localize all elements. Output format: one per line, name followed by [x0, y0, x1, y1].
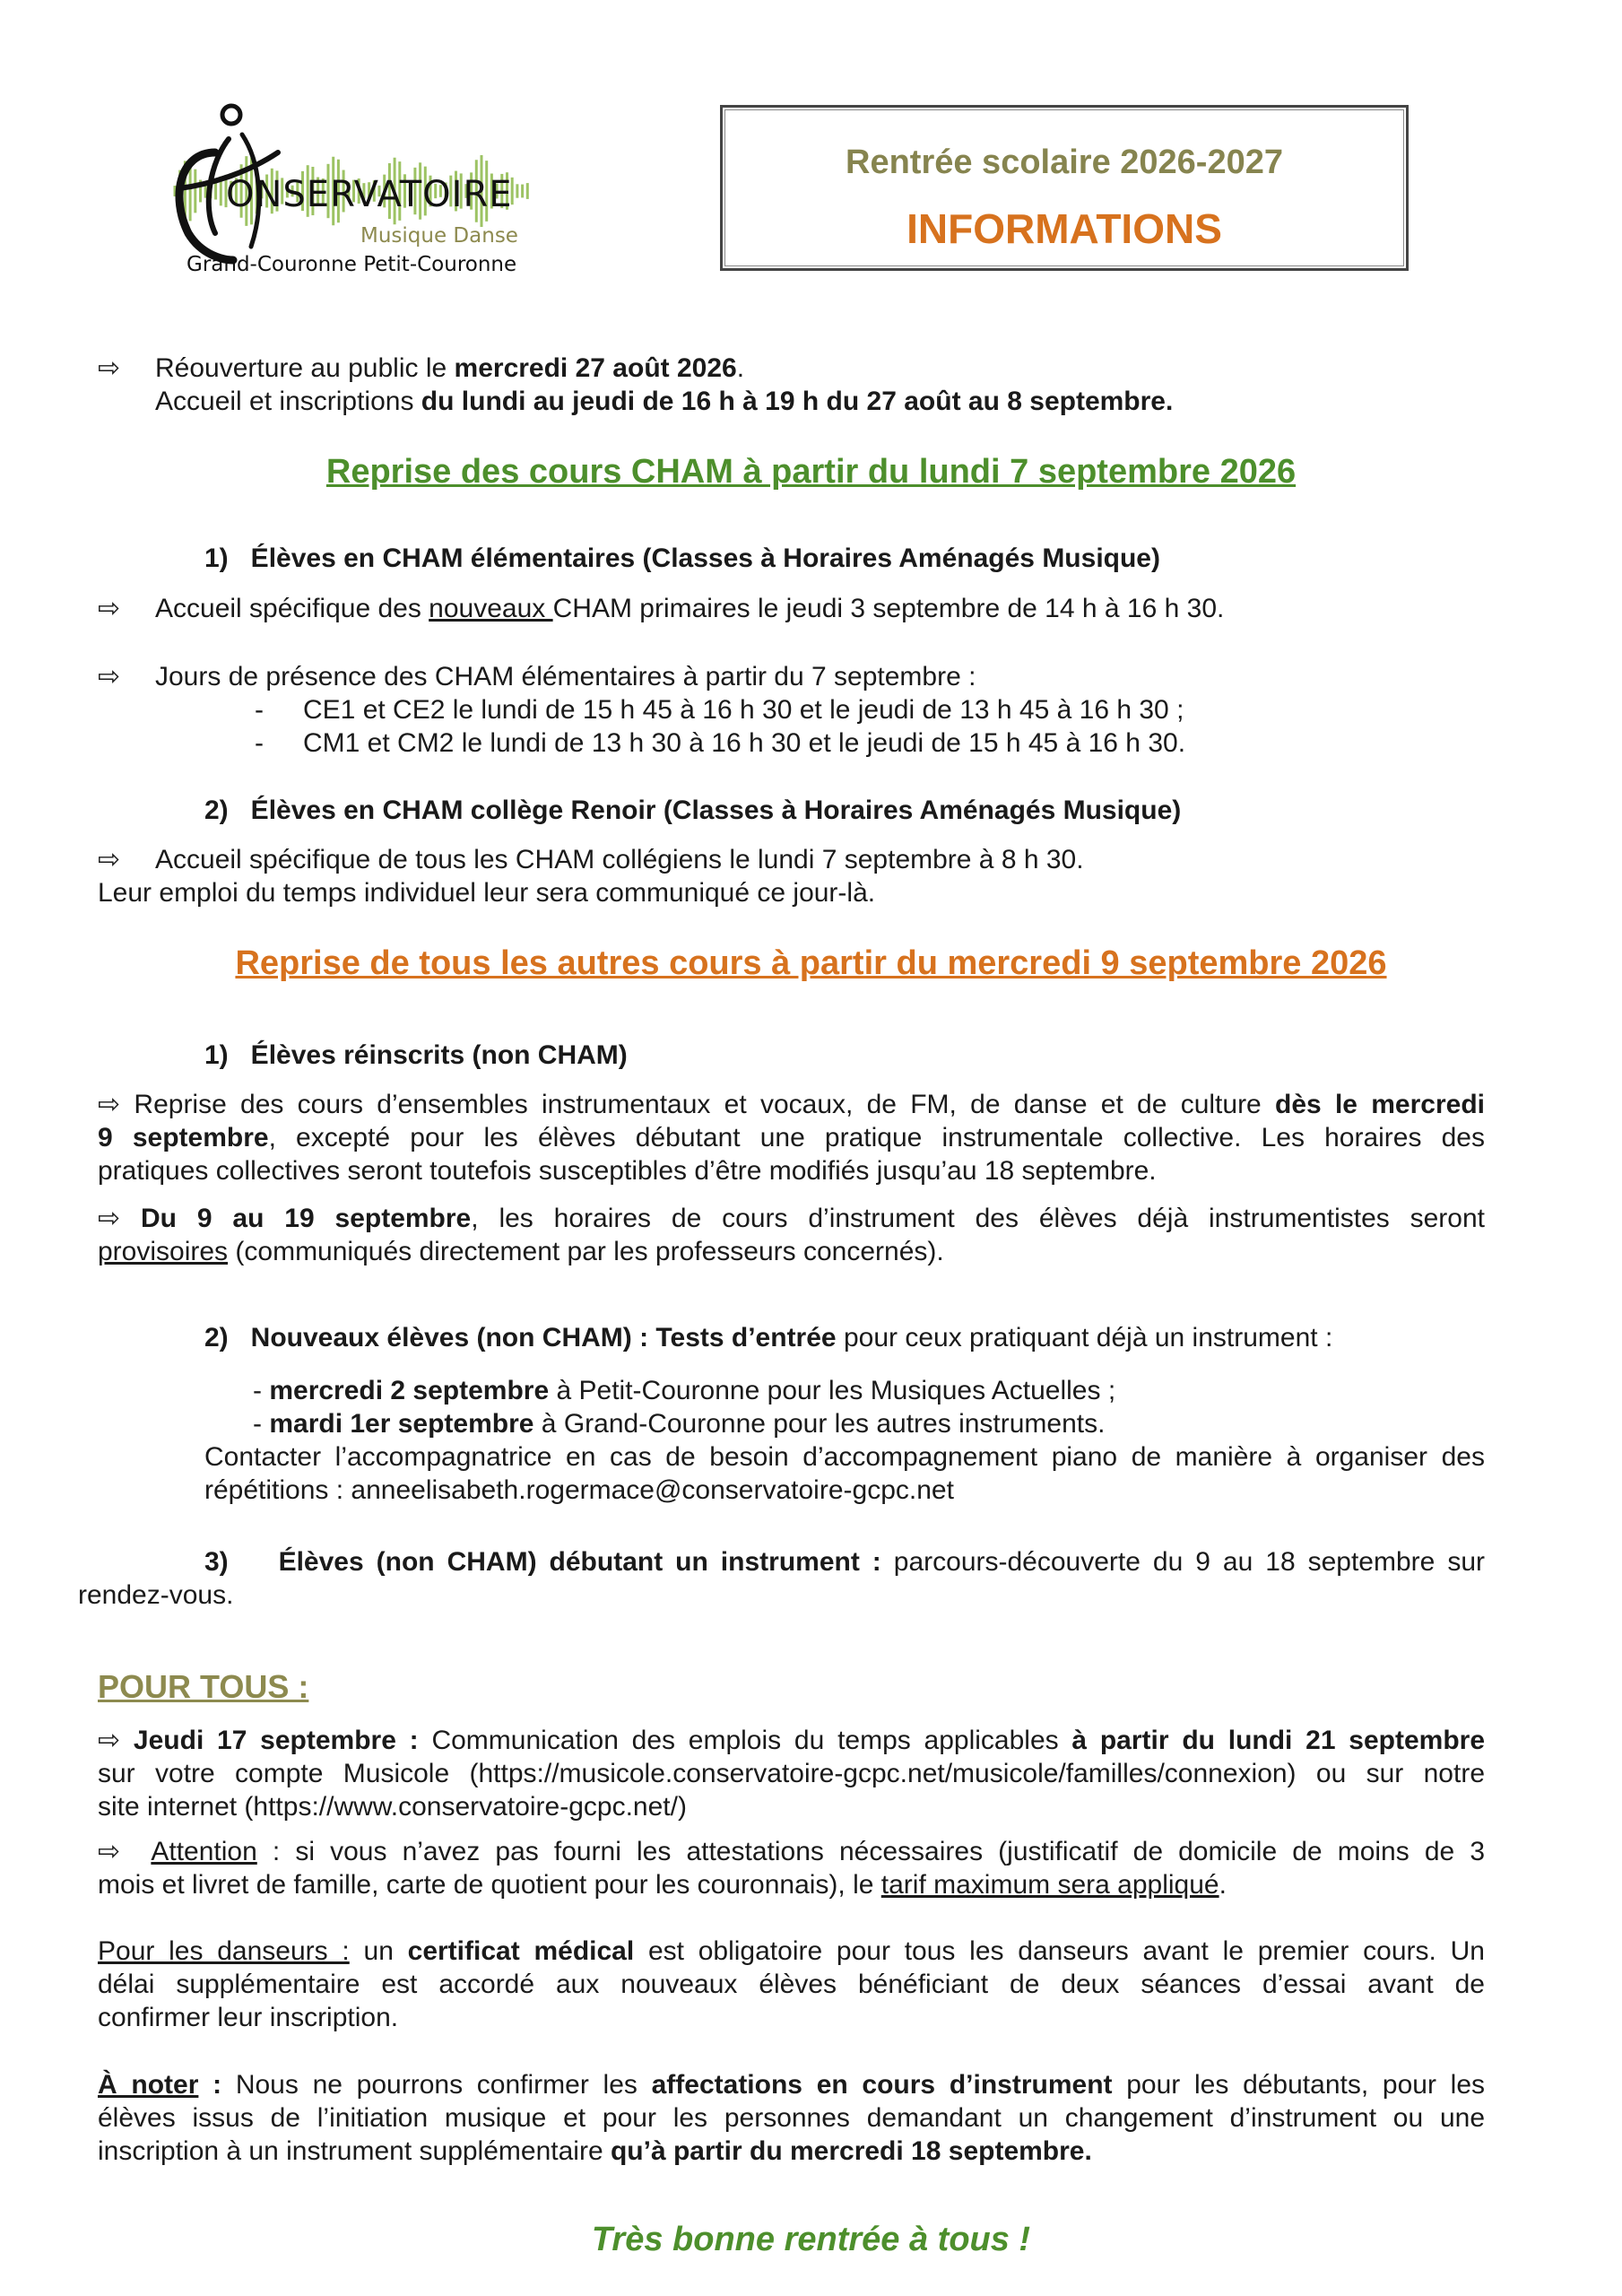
note-paragraph [98, 2068, 1485, 2168]
text: provisoires [98, 1237, 229, 1266]
text: à Petit-Couronne pour les Musiques Actuelles ; [549, 1376, 1116, 1405]
text: : si vous n’avez pas fourni les attestations nécessaires (justificatif de domicile de moins de 3 [256, 1837, 1486, 1866]
cham-college-subheading: 2) Élèves en CHAM collège Renoir (Classes à Horaires Aménagés Musique) [204, 796, 1182, 825]
paragraph-line [98, 2135, 1485, 2168]
paragraph-line [98, 1868, 1485, 1901]
text: . [1219, 1870, 1227, 1900]
paragraph-line [98, 2068, 1485, 2101]
cham-college-line-2: Leur emploi du temps individuel leur sera communiqué ce jour-là. [98, 878, 876, 908]
text: (communiqués directement par les professeurs concernés). [228, 1237, 944, 1266]
logo-subtitle: Musique Danse [360, 224, 518, 248]
text: , les horaires de cours d’instrument des élèves déjà instrumentistes seront [471, 1204, 1485, 1233]
text: Communication des emplois du temps applicables [418, 1726, 1072, 1755]
arrow-icon: ⇨ [98, 845, 121, 874]
reopen-line-2 [155, 385, 1173, 418]
text: mercredi 2 septembre [269, 1376, 550, 1405]
paragraph-line: Contacter l’accompagnatrice en cas de besoin d’accompagnement piano de manière à organiser des [204, 1442, 1485, 1472]
paragraph-line [98, 1235, 1485, 1268]
cham-heading: Reprise des cours CHAM à partir du lundi 7 septembre 2026 [325, 453, 1297, 491]
text: Reprise des cours d’ensembles instrumentaux et vocaux, de FM, de danse et de culture [134, 1090, 1275, 1119]
paragraph-line: délai supplémentaire est accordé aux nouveaux élèves bénéficiant de deux séances d’essai avant de [98, 1970, 1485, 1999]
text: pratiques collectives seront toutefois susceptibles d’être modifiés jusqu’au 18 septembre. [98, 1156, 1157, 1186]
text: mois et livret de famille, carte de quotient pour les couronnais), le [98, 1870, 881, 1900]
text: à Grand-Couronne pour les autres instruments. [533, 1409, 1106, 1439]
text: Accueil spécifique des [155, 594, 429, 623]
paragraph-line [98, 1154, 1485, 1187]
text: À noter [98, 2070, 199, 2100]
text: parcours-découverte du 9 au 18 septembre sur [880, 1547, 1485, 1577]
paragraph-line [98, 1935, 1485, 1968]
text: 2) Nouveaux élèves (non CHAM) : Tests d’entrée [204, 1323, 837, 1352]
text: inscription à un instrument supplémentaire [98, 2136, 611, 2166]
registration-hours: du lundi au jeudi de 16 h à 19 h du 27 août au 8 septembre. [421, 387, 1174, 416]
text: 9 septembre [98, 1123, 269, 1152]
for-everyone-heading: POUR TOUS : [98, 1668, 309, 1705]
paragraph-line: sur votre compte Musicole (https://musicole.conservatoire-gcpc.net/musicole/familles/connexion) ou sur notre [98, 1759, 1485, 1788]
text: Accueil et inscriptions [155, 387, 421, 416]
text: 3) Élèves (non CHAM) débutant un instrument : [204, 1547, 881, 1577]
paragraph-line [98, 1835, 1485, 1868]
text: Nous ne pourrons confirmer les [221, 2070, 652, 2100]
text: : [198, 2070, 222, 2100]
cham-elementary-subheading: 1) Élèves en CHAM élémentaires (Classes à Horaires Aménagés Musique) [204, 544, 1160, 573]
paragraph-line [98, 1121, 1485, 1154]
text: Pour les danseurs : [98, 1936, 350, 1966]
text: tarif maximum sera appliqué [880, 1870, 1219, 1900]
paragraph-line: répétitions : anneelisabeth.rogermace@conservatoire-gcpc.net [204, 1475, 954, 1505]
paragraph-line [98, 1088, 1485, 1121]
logo-towns: Grand-Couronne Petit-Couronne [186, 253, 517, 276]
closing-message: Très bonne rentrée à tous ! [591, 2221, 1031, 2258]
reopen-line-1 [155, 352, 744, 385]
list-bullet: - [255, 728, 264, 758]
text: est obligatoire pour tous les danseurs avant le premier cours. Un [634, 1936, 1485, 1966]
text: à partir du lundi 21 septembre [1071, 1726, 1486, 1755]
paragraph-line [78, 1545, 1485, 1578]
reopen-date: mercredi 27 août 2026 [454, 353, 737, 383]
text: mardi 1er septembre [269, 1409, 534, 1439]
text: . [736, 353, 745, 383]
new-students-subheading [204, 1321, 1332, 1354]
ensembles-paragraph [98, 1088, 1485, 1187]
arrow-icon: ⇨ [98, 1837, 121, 1866]
text: pour ceux pratiquant déjà un instrument : [836, 1323, 1333, 1352]
text: dès le mercredi [1275, 1090, 1485, 1119]
text: CHAM primaires le jeudi 3 septembre de 14 h à 16 h 30. [552, 594, 1225, 623]
arrow-icon: ⇨ [98, 353, 121, 383]
cham-college-line-1: Accueil spécifique de tous les CHAM collégiens le lundi 7 septembre à 8 h 30. [155, 845, 1084, 874]
arrow-icon: ⇨ [98, 1204, 121, 1233]
text: qu’à partir du mercredi 18 septembre. [610, 2136, 1092, 2166]
paragraph-line: site internet (https://www.conservatoire-gcpc.net/) [98, 1792, 687, 1822]
text: un [349, 1936, 408, 1966]
list-bullet: - [255, 695, 264, 725]
test-item: - mercredi 2 septembre à Petit-Couronne pour les Musiques Actuelles ; [253, 1376, 1116, 1405]
arrow-icon: ⇨ [98, 1726, 121, 1755]
text: Attention [151, 1837, 257, 1866]
cham-day-item: CE1 et CE2 le lundi de 15 h 45 à 16 h 30 et le jeudi de 13 h 45 à 16 h 30 ; [303, 695, 1184, 725]
dancers-paragraph [98, 1935, 1485, 2034]
school-year: Rentrée scolaire 2026-2027 [846, 144, 1283, 181]
accompanist-paragraph [204, 1440, 1485, 1507]
text: affectations en cours d’instrument [651, 2070, 1113, 2100]
text: certificat médical [407, 1936, 635, 1966]
page-title: INFORMATIONS [906, 205, 1222, 252]
text: pour les débutants, pour les [1112, 2070, 1486, 2100]
text: , excepté pour les élèves débutant une pratique instrumentale collective. Les horaires des [268, 1123, 1485, 1152]
text: Du 9 au 19 septembre [141, 1204, 472, 1233]
reenrolled-subheading: 1) Élèves réinscrits (non CHAM) [204, 1040, 628, 1070]
other-courses-heading: Reprise de tous les autres cours à partir du mercredi 9 septembre 2026 [235, 944, 1387, 982]
paragraph-line: élèves issus de l’initiation musique et pour les personnes demandant un changement d’instrument ou une [98, 2103, 1485, 2133]
test-item: - mardi 1er septembre à Grand-Couronne pour les autres instruments. [253, 1409, 1106, 1439]
cham-days-intro: Jours de présence des CHAM élémentaires à partir du 7 septembre : [155, 662, 976, 691]
cham-welcome-line [155, 592, 1224, 625]
logo-wordmark: ONSERVATOIRE [226, 174, 513, 215]
arrow-icon: ⇨ [98, 662, 121, 691]
cham-day-item: CM1 et CM2 le lundi de 13 h 30 à 16 h 30 et le jeudi de 15 h 45 à 16 h 30. [303, 728, 1186, 758]
header-info-box [720, 105, 1409, 271]
paragraph-line: confirmer leur inscription. [98, 2003, 399, 2032]
text: Jeudi 17 septembre : [133, 1726, 419, 1755]
paragraph-line [98, 1202, 1485, 1235]
provisional-paragraph [98, 1202, 1485, 1268]
paragraph-line [98, 1724, 1485, 1757]
beginners-paragraph [78, 1545, 1485, 1612]
arrow-icon: ⇨ [98, 1090, 121, 1119]
schedule-paragraph [98, 1724, 1485, 1823]
text: nouveaux [429, 594, 553, 623]
paragraph-line: rendez-vous. [78, 1580, 234, 1610]
conservatoire-logo [161, 99, 556, 287]
arrow-icon: ⇨ [98, 594, 121, 623]
text: Réouverture au public le [155, 353, 455, 383]
attention-paragraph [98, 1835, 1485, 1901]
